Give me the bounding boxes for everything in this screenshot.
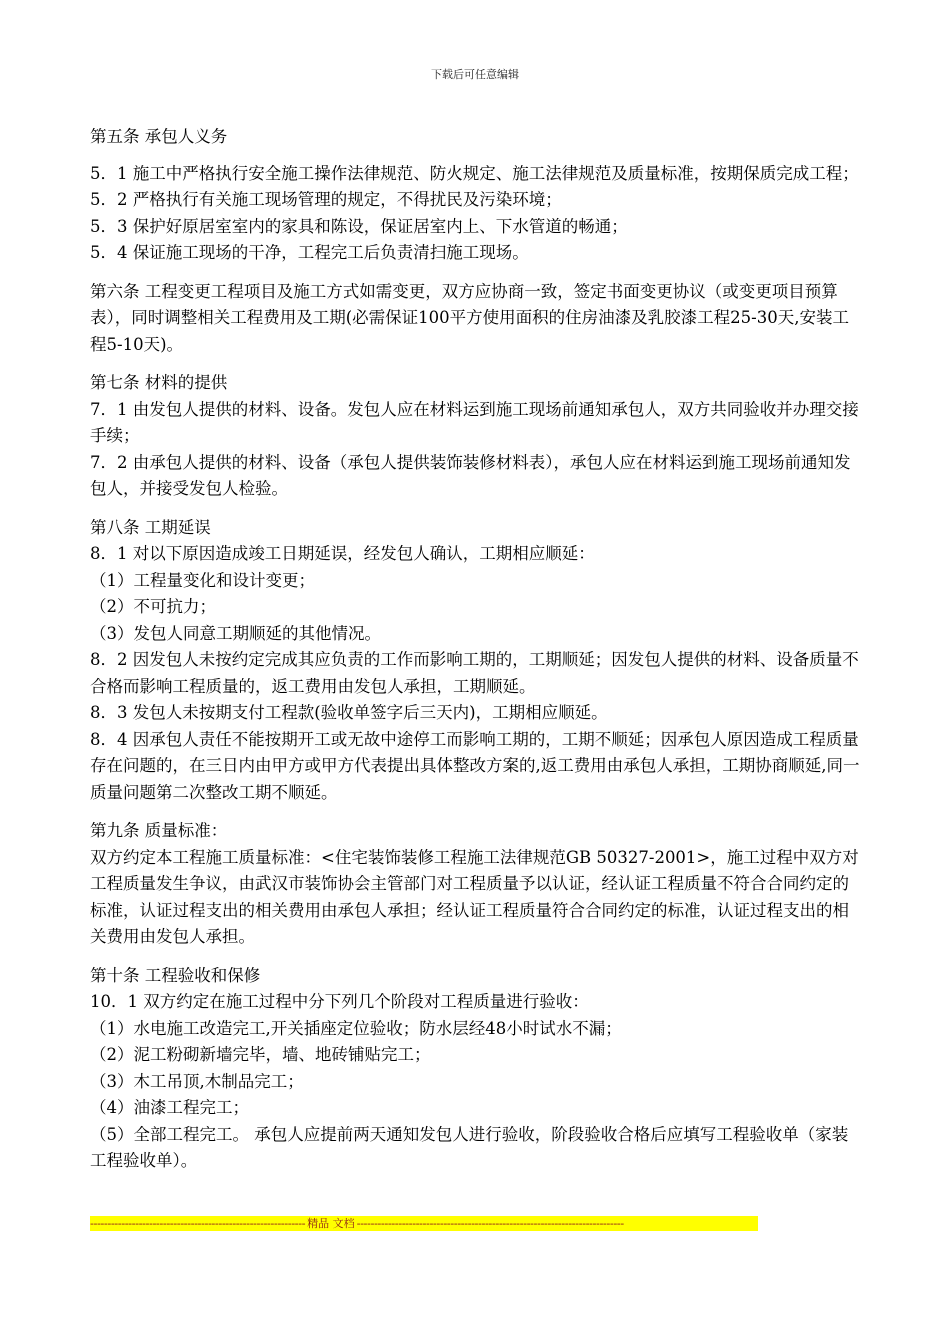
article-8-title: 第八条 工期延误 — [90, 517, 211, 537]
article-8 — [90, 515, 860, 807]
clause-8-1-item-1: （1）工程量变化和设计变更； — [90, 570, 315, 590]
clause-8-2: 8．2 因发包人未按约定完成其应负责的工作而影响工期的，工期顺延；因发包人提供的材料、设备质量不合格而影响工程质量的，返工费用由发包人承担，工期顺延。 — [90, 650, 859, 696]
clause-10-1-item-1: （1）水电施工改造完工,开关插座定位验收；防水层经48小时试水不漏； — [90, 1018, 622, 1038]
document-body — [90, 124, 860, 1187]
clause-8-4: 8．4 因承包人责任不能按期开工或无故中途停工而影响工期的，工期不顺延；因承包人原因造成工程质量存在问题的，在三日内由甲方或甲方代表提出具体整改方案的,返工费用由承包人承担，工期协商顺延,同一质量问题第二次整改工期不顺延。 — [90, 729, 860, 802]
article-7 — [90, 370, 860, 503]
clause-5-2: 5．2 严格执行有关施工现场管理的规定，不得扰民及污染环境； — [90, 190, 562, 209]
clause-8-1-item-3: （3）发包人同意工期顺延的其他情况。 — [90, 623, 381, 643]
clause-5-4: 5．4 保证施工现场的干净，工程完工后负责清扫施工现场。 — [90, 243, 529, 262]
clause-5-3: 5．3 保护好原居室室内的家具和陈设，保证居室内上、下水管道的畅通； — [90, 216, 628, 236]
clause-8-1-item-2: （2）不可抗力； — [90, 597, 216, 616]
clause-8-3: 8．3 发包人未按期支付工程款(验收单签字后三天内)，工期相应顺延。 — [90, 703, 608, 722]
article-6-text: 第六条 工程变更工程项目及施工方式如需变更，双方应协商一致，签定书面变更协议（或变更项目预算表），同时调整相关工程费用及工期(必需保证100平方使用面积的住房油漆及乳胶漆工程25-30天,安装工程5-10天)。 — [90, 281, 849, 354]
footer-right-dashes: ----------------------------------------------------------------------------- — [356, 1217, 624, 1230]
footer-label: 精品 文档 — [307, 1217, 355, 1230]
clause-10-1: 10．1 双方约定在施工过程中分下列几个阶段对工程质量进行验收： — [90, 992, 589, 1011]
article-9 — [90, 818, 860, 951]
article-10-title: 第十条 工程验收和保修 — [90, 965, 261, 985]
clause-10-1-item-2: （2）泥工粉砌新墙完毕，墙、地砖铺贴完工； — [90, 1045, 431, 1064]
article-10 — [90, 963, 860, 1175]
clause-8-1: 8．1 对以下原因造成竣工日期延误，经发包人确认，工期相应顺延： — [90, 544, 595, 563]
article-9-title: 第九条 质量标准： — [90, 821, 228, 840]
spacer — [90, 151, 860, 161]
clause-10-1-item-5: （5）全部工程完工。 承包人应提前两天通知发包人进行验收，阶段验收合格后应填写工程验收单（家装工程验收单）。 — [90, 1124, 849, 1170]
clause-10-1-item-3: （3）木工吊顶,木制品完工； — [90, 1071, 304, 1091]
article-6 — [90, 279, 860, 359]
footer-left-dashes: -------------------------------------------------------------- — [90, 1217, 306, 1230]
article-5 — [90, 124, 860, 267]
header-note: 下载后可任意编辑 — [431, 68, 519, 81]
article-7-title: 第七条 材料的提供 — [90, 373, 228, 392]
article-5-title: 第五条 承包人义务 — [90, 127, 228, 146]
footer-highlight-bar — [90, 1216, 758, 1231]
clause-7-1: 7．1 由发包人提供的材料、设备。发包人应在材料运到施工现场前通知承包人，双方共同验收并办理交接手续； — [90, 399, 859, 445]
clause-7-2: 7．2 由承包人提供的材料、设备（承包人提供装饰装修材料表），承包人应在材料运到施工现场前通知发包人，并接受发包人检验。 — [90, 452, 851, 498]
article-9-text: 双方约定本工程施工质量标准：<住宅装饰装修工程施工法律规范GB 50327-2001>，施工过程中双方对工程质量发生争议，由武汉市装饰协会主管部门对工程质量予以认证，经认证工程质量不符合合同约定的标准，认证过程支出的相关费用由承包人承担；经认证工程质量符合合同约定的标准，认证过程支出的相关费用由发包人承担。 — [90, 847, 859, 946]
clause-5-1: 5．1 施工中严格执行安全施工操作法律规范、防火规定、施工法律规范及质量标准，按期保质完成工程； — [90, 163, 859, 183]
clause-10-1-item-4: （4）油漆工程完工； — [90, 1098, 249, 1117]
